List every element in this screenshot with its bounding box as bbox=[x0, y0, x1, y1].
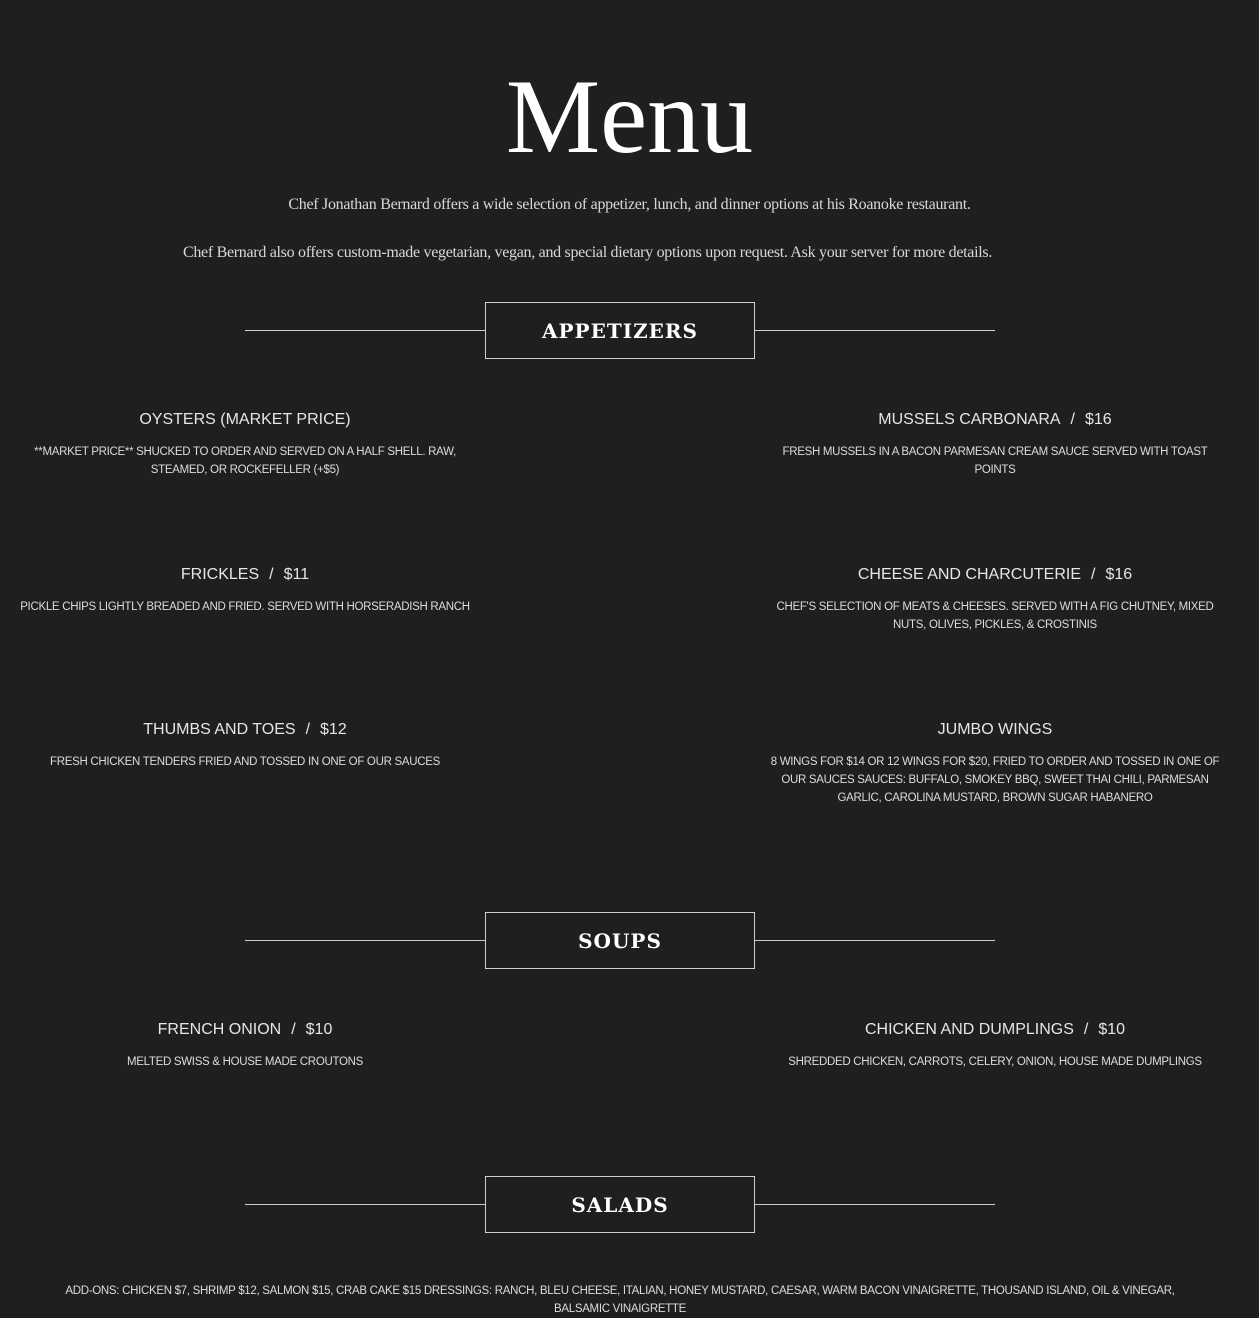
divider-rule bbox=[755, 330, 995, 331]
menu-item-mussels-carbonara bbox=[770, 410, 1220, 479]
menu-item-oysters bbox=[20, 410, 470, 479]
section-title-salads: SALADS bbox=[485, 1176, 755, 1233]
menu-item-description: 8 WINGS FOR $14 OR 12 WINGS FOR $20, FRIED TO ORDER AND TOSSED IN ONE OF OUR SAUCES SAUCES: BUFFALO, SMOKEY BBQ, SWEET THAI CHILI, PARMESAN GARLIC, CAROLINA MUSTARD, BROWN SUGAR HABANERO bbox=[770, 756, 1220, 804]
menu-item-name: CHEESE AND CHARCUTERIE / $16 bbox=[857, 566, 1133, 583]
section-heading-salads bbox=[245, 1176, 995, 1233]
divider-rule bbox=[245, 1204, 485, 1205]
menu-item-name: MUSSELS CARBONARA / $16 bbox=[878, 411, 1112, 428]
menu-item-description: MELTED SWISS & HOUSE MADE CROUTONS bbox=[126, 1056, 364, 1068]
divider-rule bbox=[245, 330, 485, 331]
menu-item-description: FRESH CHICKEN TENDERS FRIED AND TOSSED IN ONE OF OUR SAUCES bbox=[50, 756, 440, 768]
salad-addons-text: ADD-ONS: CHICKEN $7, SHRIMP $12, SALMON $15, CRAB CAKE $15 DRESSINGS: RANCH, BLEU CHEESE, ITALIAN, HONEY MUSTARD, CAESAR, WARM BACON VINAIGRETTE, THOUSAND ISLAND, OIL & VINEGAR, BALSAMIC VINAIGRETTE bbox=[65, 1285, 1175, 1315]
page-title: Menu bbox=[505, 58, 754, 175]
section-heading-soups bbox=[245, 912, 995, 969]
menu-item-price: $16 bbox=[1105, 566, 1133, 583]
menu-item-description: SHREDDED CHICKEN, CARROTS, CELERY, ONION, HOUSE MADE DUMPLINGS bbox=[788, 1056, 1202, 1068]
section-title-appetizers: APPETIZERS bbox=[485, 302, 755, 359]
menu-item-description: FRESH MUSSELS IN A BACON PARMESAN CREAM SAUCE SERVED WITH TOAST POINTS bbox=[782, 446, 1208, 476]
divider-rule bbox=[755, 940, 995, 941]
menu-item-name: OYSTERS (MARKET PRICE) bbox=[139, 411, 351, 428]
menu-item-name: FRENCH ONION / $10 bbox=[157, 1021, 333, 1038]
intro-text-2: Chef Bernard also offers custom-made vegetarian, vegan, and special dietary options upon request. Ask your server for more details. bbox=[182, 244, 993, 261]
menu-item-cheese-charcuterie bbox=[770, 565, 1220, 634]
menu-item-name: FRICKLES / $11 bbox=[180, 566, 310, 583]
menu-item-description: PICKLE CHIPS LIGHTLY BREADED AND FRIED. SERVED WITH HORSERADISH RANCH bbox=[20, 601, 470, 613]
section-title-soups: SOUPS bbox=[485, 912, 755, 969]
menu-item-thumbs-and-toes bbox=[20, 720, 470, 771]
menu-item-price: $12 bbox=[320, 721, 347, 738]
intro-text-1: Chef Jonathan Bernard offers a wide selection of appetizer, lunch, and dinner options at his Roanoke restaurant. bbox=[288, 196, 971, 213]
menu-item-jumbo-wings bbox=[770, 720, 1220, 807]
menu-item-price: $10 bbox=[1098, 1021, 1126, 1038]
divider-rule bbox=[755, 1204, 995, 1205]
menu-item-description: **MARKET PRICE** SHUCKED TO ORDER AND SERVED ON A HALF SHELL. RAW, STEAMED, OR ROCKEFELLER (+$5) bbox=[34, 446, 456, 476]
menu-item-price: $16 bbox=[1085, 411, 1112, 428]
menu-item-french-onion bbox=[20, 1020, 470, 1071]
divider-rule bbox=[245, 940, 485, 941]
menu-item-frickles bbox=[20, 565, 470, 616]
menu-item-name: CHICKEN AND DUMPLINGS / $10 bbox=[864, 1021, 1126, 1038]
menu-item-price: $10 bbox=[305, 1021, 333, 1038]
menu-item-description: CHEF'S SELECTION OF MEATS & CHEESES. SERVED WITH A FIG CHUTNEY, MIXED NUTS, OLIVES, PICKLES, & CROSTINIS bbox=[776, 601, 1214, 631]
menu-item-name: THUMBS AND TOES / $12 bbox=[143, 721, 347, 738]
menu-item-price: $11 bbox=[283, 566, 310, 583]
menu-item-name: JUMBO WINGS bbox=[937, 721, 1053, 738]
menu-item-chicken-dumplings bbox=[770, 1020, 1220, 1071]
section-heading-appetizers bbox=[245, 302, 995, 359]
